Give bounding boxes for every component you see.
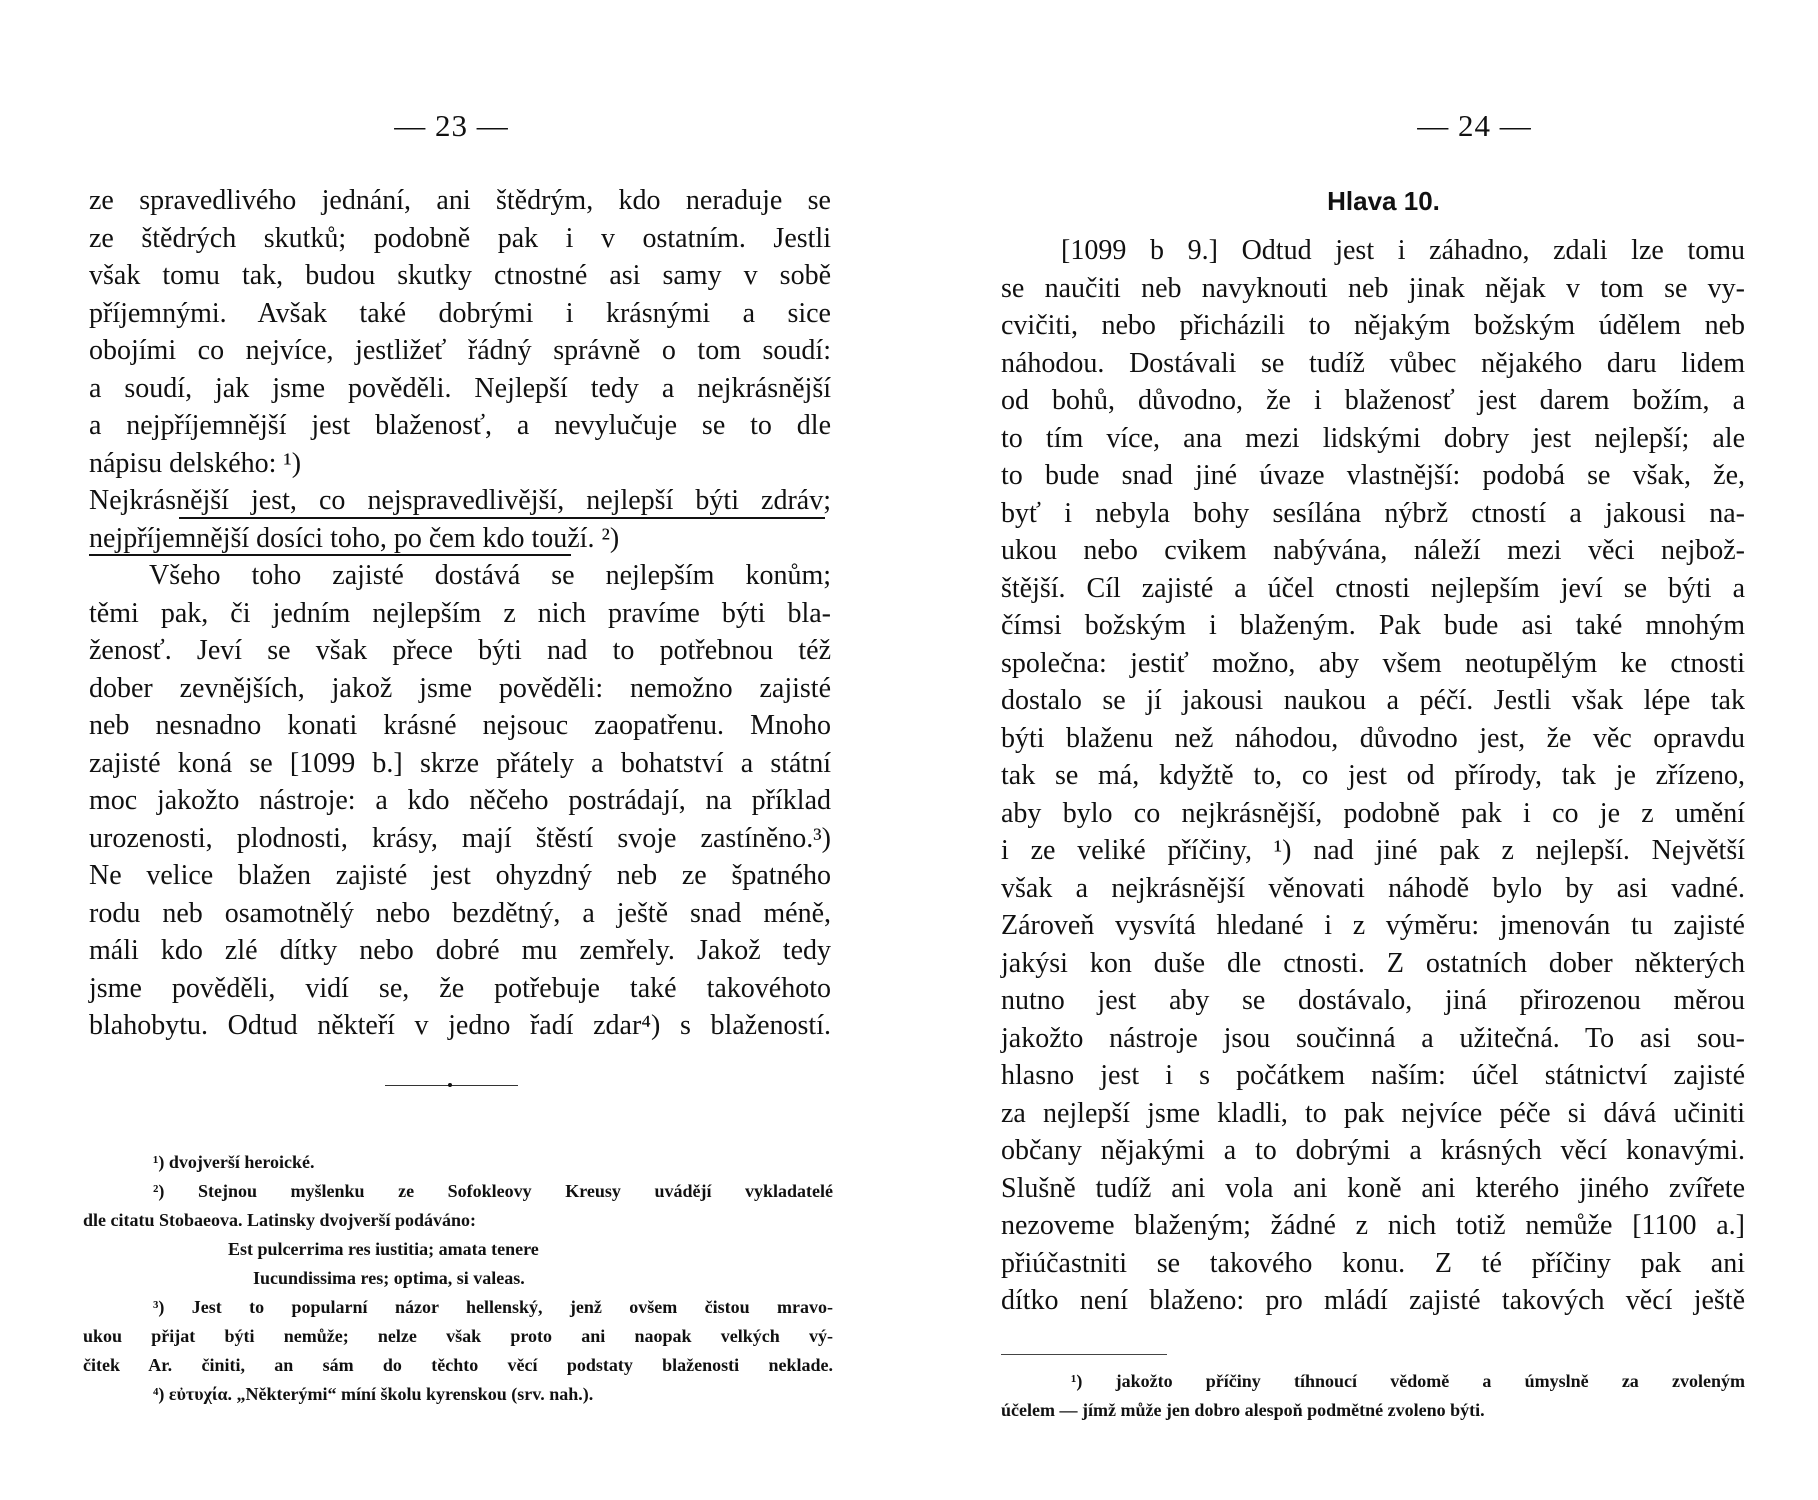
text-line: dostalo se jí jakousi naukou a péčí. Jestli však lépe tak bbox=[1001, 685, 1745, 716]
footnote-line: ¹) dvojverší heroické. bbox=[153, 1152, 315, 1172]
text-line: a nejpříjemnější jest blaženosť, a nevylučuje se to dle bbox=[89, 410, 831, 441]
text-line: i ze veliké příčiny, ¹) nad jiné pak z nejlepší. Největší bbox=[1001, 835, 1745, 866]
text-line: moc jakožto nástroje: a kdo něčeho postrádají, na příklad bbox=[89, 785, 831, 816]
right-footnotes bbox=[1001, 1367, 1745, 1425]
text-line: nápisu delského: ¹) bbox=[89, 447, 302, 479]
text-line: to tím více, ana mezi lidskými dobry jest nejlepší; ale bbox=[1001, 422, 1745, 454]
delphic-verse bbox=[89, 482, 831, 557]
text-line: byť i nebyla bohy sesílána nýbrž ctností a jakousi na- bbox=[1001, 497, 1745, 529]
footnote-line: ²) Stejnou myšlenku ze Sofokleovy Kreusy uvádějí vykladatelé bbox=[153, 1181, 833, 1201]
text-line: ženosť. Jeví se však přece býti nad to potřebnou též bbox=[89, 635, 831, 666]
text-line: se naučiti neb navyknouti neb jinak nějak v tom se vy- bbox=[1001, 272, 1745, 304]
footnote-line: ⁴) εὐτυχία. „Některými“ míní školu kyrenskou (srv. nah.). bbox=[153, 1384, 594, 1404]
text-line: však tomu tak, budou skutky ctnostné asi samy v sobě bbox=[89, 260, 831, 291]
section-separator bbox=[385, 1085, 518, 1088]
text-line: ukou nebo cvikem nabývána, náleží mezi věci nejbož- bbox=[1001, 535, 1745, 566]
text-line: zajisté koná se [1099 b.] skrze přátely a bohatství a státní bbox=[89, 747, 831, 779]
footnote-rule bbox=[1001, 1354, 1167, 1356]
chapter-title: Hlava 10. bbox=[1327, 186, 1440, 216]
text-line: býti blaženu než náhodou, důvodno jest, že věc opravdu bbox=[1001, 722, 1745, 754]
text-line: ze štědrých skutků; podobně pak i v ostatním. Jestli bbox=[89, 222, 831, 254]
text-line: společna: jestiť možno, aby všem neotupělým ke ctnosti bbox=[1001, 647, 1745, 679]
footnote-verse-line: Iucundissima res; optima, si valeas. bbox=[253, 1268, 525, 1288]
text-line: hlasno jest i s počátkem naším: účel státnictví zajisté bbox=[1001, 1060, 1745, 1091]
left-body-text bbox=[89, 182, 831, 1045]
text-line: máli kdo zlé dítky nebo dobré mu zemřely. Jakož tedy bbox=[89, 935, 831, 966]
footnote-line: ³) Jest to popularní názor hellenský, jenž ovšem čistou mravo- bbox=[153, 1297, 833, 1317]
text-line: nezoveme blaženým; žádné z nich totiž nemůže [1100 a.] bbox=[1001, 1210, 1745, 1241]
text-line: nutno jest aby se dostávalo, jiná přirozenou měrou bbox=[1001, 985, 1745, 1016]
text-line: dober zevnějších, jakož jsme pověděli: nemožno zajisté bbox=[89, 672, 831, 704]
text-line: od bohů, důvodno, že i blaženosť jest darem božím, a bbox=[1001, 385, 1745, 416]
text-line: za nejlepší jsme kladli, to pak nejvíce péče si dává učiniti bbox=[1001, 1097, 1745, 1129]
text-line: ze spravedlivého jednání, ani štědrým, kdo neraduje se bbox=[89, 185, 831, 216]
text-line: obojími co nejvíce, jestližeť řádný správně o tom soudí: bbox=[89, 335, 831, 366]
verse-line: nejpříjemnější dosíci toho, po čem kdo touží. ²) bbox=[89, 522, 620, 554]
text-line: štější. Cíl zajisté a účel ctnosti nejlepším jeví se býti a bbox=[1001, 572, 1745, 604]
text-line: to bude snad jiné úvaze vlastnější: podobá se však, že, bbox=[1001, 460, 1745, 491]
text-line: náhodou. Dostávali se tudíž vůbec nějakého daru lidem bbox=[1001, 347, 1745, 379]
left-footnotes bbox=[83, 1148, 833, 1409]
text-line: Ne velice blažen zajisté jest ohyzdný neb ze špatného bbox=[89, 860, 831, 891]
text-line: tak se má, kdyžtě to, co jest od přírody, tak je zřízeno, bbox=[1001, 760, 1745, 791]
text-line: neb nesnadno konati krásné nejsouc zaopatřenu. Mnoho bbox=[89, 710, 831, 741]
text-line: rodu neb osamotnělý nebo bezdětný, a ještě snad méně, bbox=[89, 897, 831, 929]
footnote-line: dle citatu Stobaeova. Latinsky dvojverší podáváno: bbox=[83, 1210, 477, 1230]
text-line: urozenosti, plodnosti, krásy, mají štěstí svoje zastíněno.³) bbox=[89, 822, 831, 854]
text-line: [1099 b 9.] Odtud jest i záhadno, zdali lze tomu bbox=[1061, 235, 1745, 266]
text-line: Slušně tudíž ani vola ani koně ani kterého jiného zvířete bbox=[1001, 1172, 1745, 1204]
handwritten-underline bbox=[89, 554, 571, 556]
text-line: Všeho toho zajisté dostává se nejlepším konům; bbox=[149, 560, 831, 591]
footnote-line: účelem — jímž může jen dobro alespoň podmětné zvoleno býti. bbox=[1001, 1400, 1485, 1420]
text-line: aby bylo co nejkrásnější, podobně pak i co je z umění bbox=[1001, 797, 1745, 829]
text-line: příjemnými. Avšak také dobrými i krásnými a sice bbox=[89, 297, 831, 329]
right-page bbox=[909, 0, 1818, 1500]
text-line: občany nějakými a to dobrými a krásných věcí konavými. bbox=[1001, 1135, 1745, 1166]
text-line: čímsi božským i blaženým. Pak bude asi také mnohým bbox=[1001, 610, 1745, 641]
text-line: však a nejkrásnější věnovati náhodě bylo by asi vadné. bbox=[1001, 872, 1745, 904]
footnote-verse-line: Est pulcerrima res iustitia; amata tenere bbox=[228, 1239, 539, 1259]
text-line: dítko není blaženo: pro mládí zajisté takových věcí ještě bbox=[1001, 1285, 1745, 1316]
text-line: těmi pak, či jedním nejlepším z nich pravíme býti bla- bbox=[89, 597, 831, 629]
text-line: přiúčastniti se takového konu. Z té příčiny pak ani bbox=[1001, 1247, 1745, 1279]
text-line: jakýsi kon duše dle ctnosti. Z ostatních dober některých bbox=[1001, 947, 1745, 979]
right-body-text bbox=[1001, 232, 1745, 1320]
page-number: — 24 — bbox=[1417, 108, 1532, 143]
text-line: jakožto nástroje jsou součinná a užitečná. To asi sou- bbox=[1001, 1022, 1745, 1054]
text-line: jsme pověděli, vidí se, že potřebuje také takovéhoto bbox=[89, 972, 831, 1004]
verse-line: Nejkrásnější jest, co nejspravedlivější, nejlepší býti zdráv; bbox=[89, 485, 831, 516]
footnote-line: čitek Ar. činiti, an sám do těchto věcí podstaty blaženosti neklade. bbox=[83, 1355, 833, 1375]
page-number: — 23 — bbox=[394, 108, 509, 143]
text-line: cvičiti, nebo přicházili to nějakým božským údělem neb bbox=[1001, 310, 1745, 341]
text-line: blahobytu. Odtud někteří v jedno řadí zdar⁴) s blažeností. bbox=[89, 1010, 831, 1041]
handwritten-underline bbox=[179, 517, 825, 519]
footnote-line: ¹) jakožto příčiny tíhnoucí vědomě a úmyslně za zvoleným bbox=[1071, 1371, 1745, 1391]
text-line: Zároveň vysvítá hledané i z výměru: jmenován tu zajisté bbox=[1001, 910, 1745, 941]
footnote-line: ukou přijat býti nemůže; nelze však proto ani naopak velkých vý- bbox=[83, 1326, 833, 1346]
text-line: a soudí, jak jsme pověděli. Nejlepší tedy a nejkrásnější bbox=[89, 372, 831, 404]
